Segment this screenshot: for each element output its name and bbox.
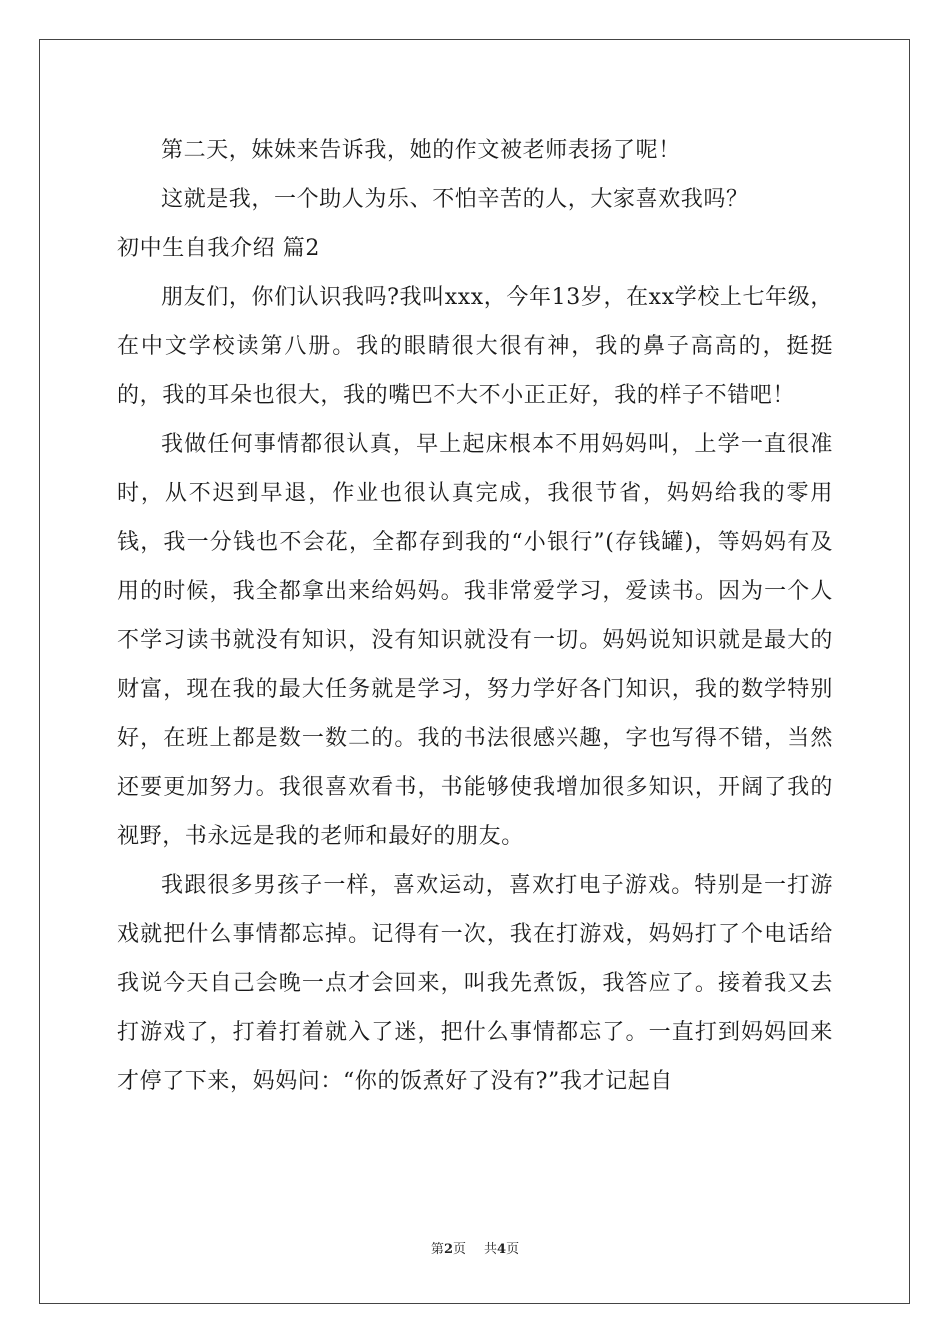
footer-total-suffix: 页 (506, 1242, 520, 1257)
footer-page-suffix: 页 (452, 1242, 466, 1257)
paragraph-body-3: 我跟很多男孩子一样，喜欢运动，喜欢打电子游戏。特别是一打游戏就把什么事情都忘掉。记得有一次，我在打游戏，妈妈打了个电话给我说今天自己会晚一点才会回来，叫我先煮饭，我答应了。接着我又去打游戏了，打着打着就入了迷，把什么事情都忘了。一直打到妈妈回来才停了下来，妈妈问：“你的饭煮好了没有?”我才记起自 (117, 873, 833, 1094)
footer-page-prefix: 第 (430, 1242, 444, 1257)
page-footer (0, 1241, 950, 1259)
document-body (117, 126, 833, 1106)
footer-page-total: 4 (497, 1242, 507, 1257)
paragraph-body-1: 朋友们，你们认识我吗?我叫xxx，今年13岁，在xx学校上七年级，在中文学校读第八册。我的眼睛很大很有神，我的鼻子高高的，挺挺的，我的耳朵也很大，我的嘴巴不大不小正正好，我的样子不错吧！ (117, 285, 833, 408)
paragraph-top-2: 这就是我，一个助人为乐、不怕辛苦的人，大家喜欢我吗？ (161, 187, 749, 212)
footer-page-current: 2 (443, 1242, 453, 1257)
paragraph-top-1: 第二天，妹妹来告诉我，她的作文被老师表扬了呢！ (161, 138, 681, 163)
paragraph-body-2: 我做任何事情都很认真，早上起床根本不用妈妈叫，上学一直很准时，从不迟到早退，作业也很认真完成，我很节省，妈妈给我的零用钱，我一分钱也不会花，全都存到我的“小银行”(存钱罐)，等妈妈有及用的时候，我全都拿出来给妈妈。我非常爱学习，爱读书。因为一个人不学习读书就没有知识，没有知识就没有一切。妈妈说知识就是最大的财富，现在我的最大任务就是学习，努力学好各门知识，我的数学特别好，在班上都是数一数二的。我的书法很感兴趣，字也写得不错，当然还要更加努力。我很喜欢看书，书能够使我增加很多知识，开阔了我的视野，书永远是我的老师和最好的朋友。 (117, 432, 833, 849)
section-heading: 初中生自我介绍 篇2 (117, 236, 320, 261)
footer-total-prefix: 共 (484, 1242, 498, 1257)
